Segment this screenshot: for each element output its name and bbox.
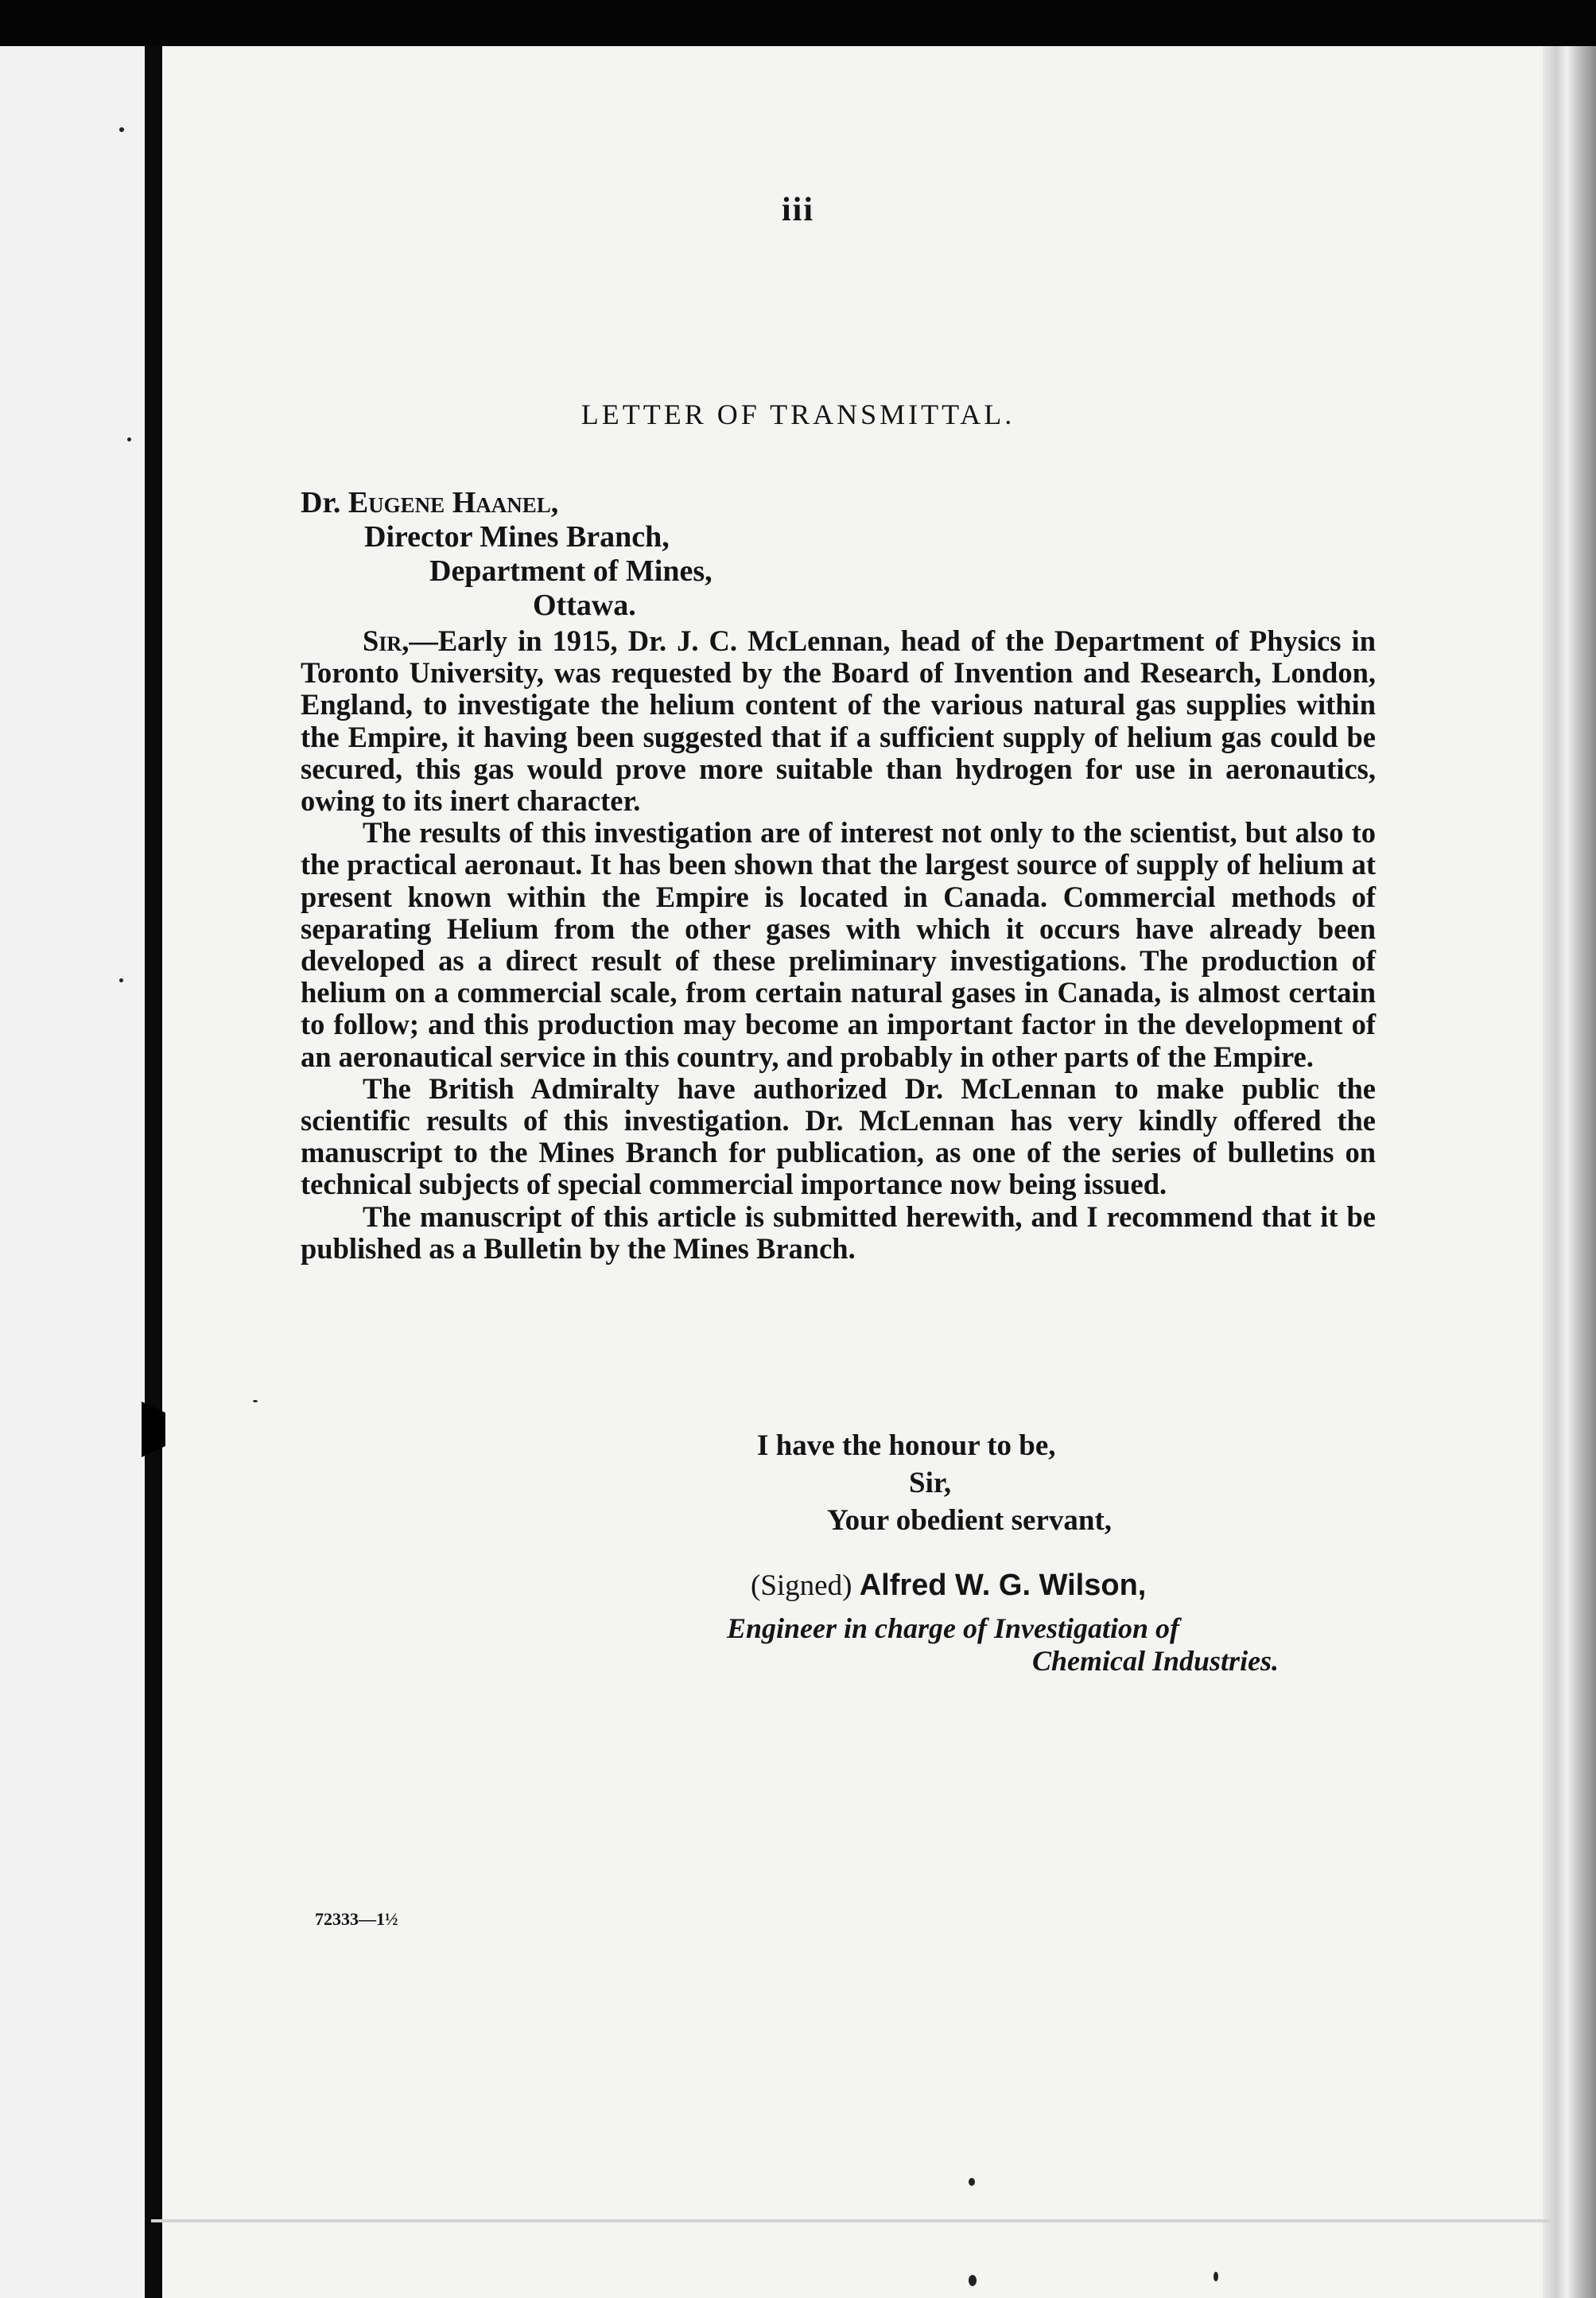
signature-label: (Signed) bbox=[751, 1569, 860, 1602]
scan-speck bbox=[1214, 2272, 1218, 2281]
scan-binding-rule bbox=[145, 46, 162, 2298]
printer-signature-mark: 72333—1½ bbox=[315, 1909, 398, 1929]
page-folio: iii bbox=[781, 192, 814, 228]
paragraph-text: The manuscript of this article is submitted herewith, and I recommend that it be published as a Bulletin by the Mines Branch. bbox=[301, 1200, 1376, 1265]
page-bottom-crease bbox=[151, 2219, 1551, 2222]
closing-line-3: Your obedient servant, bbox=[827, 1504, 1113, 1537]
body-paragraph-4 bbox=[301, 1201, 1376, 1265]
signature-line bbox=[751, 1569, 1146, 1603]
scan-top-border bbox=[0, 0, 1596, 46]
signatory-name: Alfred W. G. Wilson, bbox=[859, 1569, 1147, 1602]
paragraph-text: —Early in 1915, Dr. J. C. McLennan, head of the Department of Physics in Toronto University, was requested by the Board of Invention and Research, London, England, to investigate the helium content of the various natural gas supplies within the Empire, it having been suggested that if a sufficient supply of helium gas could be secured, this gas would prove more suitable than hydrogen for use in aeronautics, owing to its inert character. bbox=[301, 624, 1376, 818]
addressee-department: Department of Mines, bbox=[429, 554, 713, 588]
scan-speck bbox=[969, 2275, 977, 2286]
salutation-sir: Sir, bbox=[363, 624, 410, 657]
addressee-name: Eugene Haanel, bbox=[348, 486, 559, 519]
closing-line-1: I have the honour to be, bbox=[757, 1429, 1056, 1462]
addressee-name-line bbox=[301, 485, 558, 520]
addressee-city: Ottawa. bbox=[533, 589, 636, 622]
scan-left-margin bbox=[0, 46, 150, 2298]
page-right-edge bbox=[1543, 46, 1596, 2298]
addressee-office: Director Mines Branch, bbox=[364, 520, 670, 554]
body-paragraph-2 bbox=[301, 817, 1376, 1073]
signatory-title-line-1: Engineer in charge of Investigation of bbox=[727, 1612, 1180, 1644]
scan-speck bbox=[253, 1400, 258, 1402]
closing-line-2: Sir, bbox=[909, 1467, 952, 1499]
paragraph-text: The results of this investigation are of interest not only to the scientist, but also to the practical aeronaut. It has been shown that the largest source of supply of helium at present known within the Empire is located in Canada. Commercial methods of separating Helium from the other gases with which it occurs have already been developed as a direct result of these preliminary investigations. The production of helium on a commercial scale, from certain natural gases in Canada, is almost certain to follow; and this production may become an important factor in the development of an aeronautical service in this country, and probably in other parts of the Empire. bbox=[301, 816, 1376, 1073]
letter-heading: LETTER OF TRANSMITTAL. bbox=[581, 399, 1015, 430]
body-paragraph-1 bbox=[301, 625, 1376, 817]
addressee-prefix: Dr. bbox=[301, 486, 348, 519]
scan-speck bbox=[969, 2178, 975, 2186]
paragraph-text: The British Admiralty have authorized Dr. McLennan to make public the scientific results of this investigation. Dr. McLennan has very kindly offered the manuscript to the Mines Branch for publication, as one of the series of bulletins on technical subjects of special commercial importance now being issued. bbox=[301, 1071, 1376, 1201]
letter-body bbox=[301, 625, 1376, 1265]
signatory-title-line-2: Chemical Industries. bbox=[1032, 1645, 1280, 1677]
scan-speck bbox=[119, 127, 124, 132]
scan-speck bbox=[119, 978, 123, 982]
scan-speck bbox=[127, 437, 131, 441]
body-paragraph-3 bbox=[301, 1073, 1376, 1201]
